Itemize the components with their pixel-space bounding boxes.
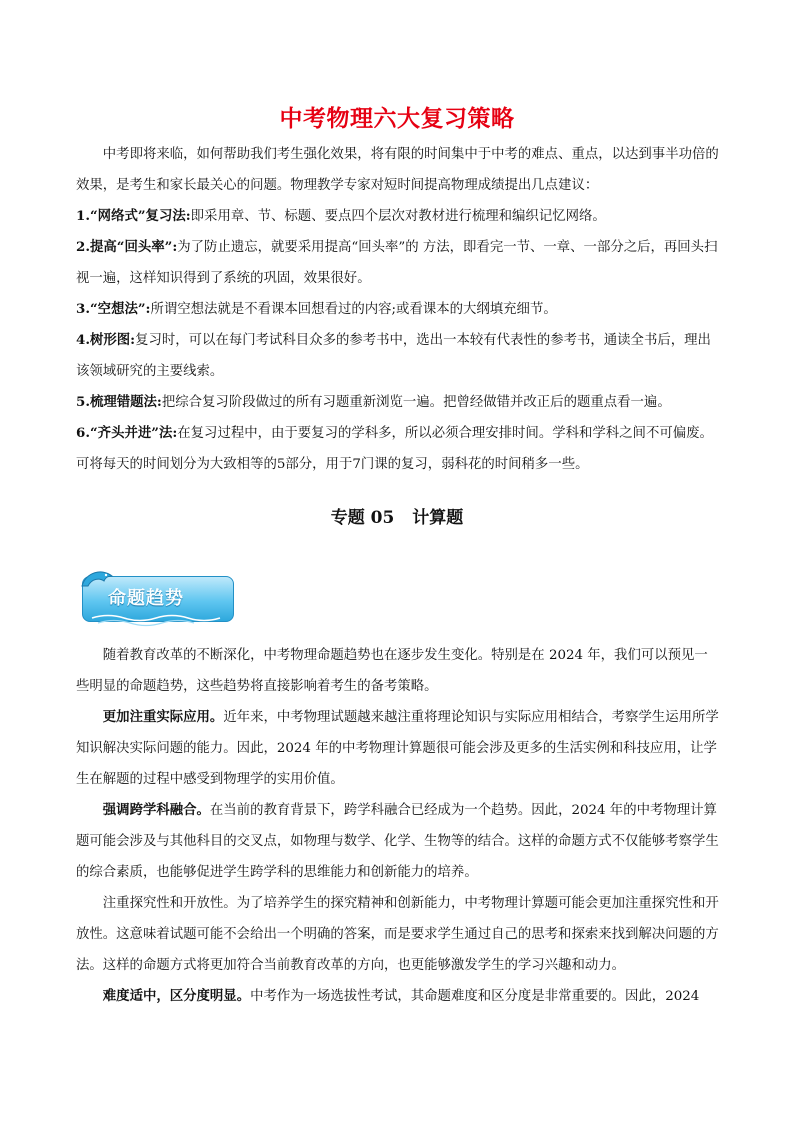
strategy-text: 把综合复习阶段做过的所有习题重新浏览一遍。把曾经做错并改正后的题重点看一遍。 (161, 395, 671, 410)
trend-label: 更加注重实际应用。 (102, 709, 224, 725)
strategy-text: 在复习过程中，由于要复习的学科多，所以必须合理安排时间。学科和学科之间不可偏废。可将每天的时间划分为大致相等的5部分，用于7门课的复习，弱科花的时间稍多一些。 (76, 426, 713, 472)
trends-section (76, 640, 720, 1012)
topic-name: 计算题 (412, 508, 464, 528)
strategy-text: 为了防止遗忘，就要采用提高“回头率”的 方法，即看完一节、一章、一部分之后，再回头扫视一遍，这样知识得到了系统的巩固，效果很好。 (76, 240, 718, 286)
intro-paragraph: 中考即将来临，如何帮助我们考生强化效果，将有限的时间集中于中考的难点、重点，以达到事半功倍的效果，是考生和家长最关心的问题。物理教学专家对短时间提高物理成绩提出几点建议： (76, 147, 719, 193)
trend-item-1 (76, 702, 720, 795)
strategy-item-5 (76, 387, 720, 418)
strategy-item-2 (76, 232, 720, 294)
trend-text: 中考作为一场选拔性考试，其命题难度和区分度是非常重要的。因此，2024 (250, 989, 700, 1004)
trend-item-2 (76, 795, 720, 888)
strategy-label: 4.树形图: (76, 332, 136, 348)
trend-label: 强调跨学科融合。 (102, 802, 210, 818)
strategy-label: 3.“空想法”: (76, 301, 151, 317)
strategy-label: 2.提高“回头率”: (76, 239, 178, 255)
strategy-label: 6.“齐头并进”法: (76, 425, 178, 441)
trend-item-3 (76, 888, 720, 981)
trend-item-4 (76, 981, 720, 1012)
page-title: 中考物理六大复习策略 (279, 106, 515, 132)
trend-text: 近年来，中考物理试题越来越注重将理论知识与实际应用相结合，考察学生运用所学知识解决实际问题的能力。因此，2024 年的中考物理计算题很可能会涉及更多的生活实例和科技应用，让学生在解题的过程中感受到物理学的实用价值。 (76, 710, 719, 787)
strategy-label: 5.梳理错题法: (76, 394, 162, 410)
trend-label: 难度适中，区分度明显。 (102, 988, 251, 1004)
strategy-text: 即采用章、节、标题、要点四个层次对教材进行梳理和编织记忆网络。 (190, 209, 606, 224)
trend-intro: 随着教育改革的不断深化，中考物理命题趋势也在逐步发生变化。特别是在 2024 年，我们可以预见一些明显的命题趋势，这些趋势将直接影响着考生的备考策略。 (76, 648, 708, 694)
strategy-item-1 (76, 201, 720, 232)
strategy-item-6 (76, 418, 720, 480)
strategy-item-4 (76, 325, 720, 387)
trend-text: 注重探究性和开放性。为了培养学生的探究精神和创新能力，中考物理计算题可能会更加注重探究性和开放性。这意味着试题可能不会给出一个明确的答案，而是要求学生通过自己的思考和探索来找到解决问题的方法。这样的命题方式将更加符合当前教育改革的方向，也更能够激发学生的学习兴趣和动力。 (76, 896, 719, 973)
topic-number: 专题 05 (330, 508, 395, 528)
trend-text: 在当前的教育背景下，跨学科融合已经成为一个趋势。因此，2024 年的中考物理计算题可能会涉及与其他科目的交叉点，如物理与数学、化学、生物等的结合。这样的命题方式不仅能够考察学生的综合素质，也能够促进学生跨学科的思维能力和创新能力的培养。 (76, 803, 719, 880)
strategies-section (76, 139, 720, 480)
strategy-label: 1.“网络式”复习法: (76, 208, 191, 224)
section-badge (78, 566, 236, 628)
topic-heading (0, 503, 794, 528)
strategy-text: 所谓空想法就是不看课本回想看过的内容;或看课本的大纲填充细节。 (150, 302, 557, 317)
strategy-text: 复习时，可以在每门考试科目众多的参考书中，选出一本较有代表性的参考书，通读全书后，理出该领域研究的主要线索。 (76, 333, 711, 379)
strategy-item-3 (76, 294, 720, 325)
badge-label: 命题趋势 (108, 588, 184, 609)
